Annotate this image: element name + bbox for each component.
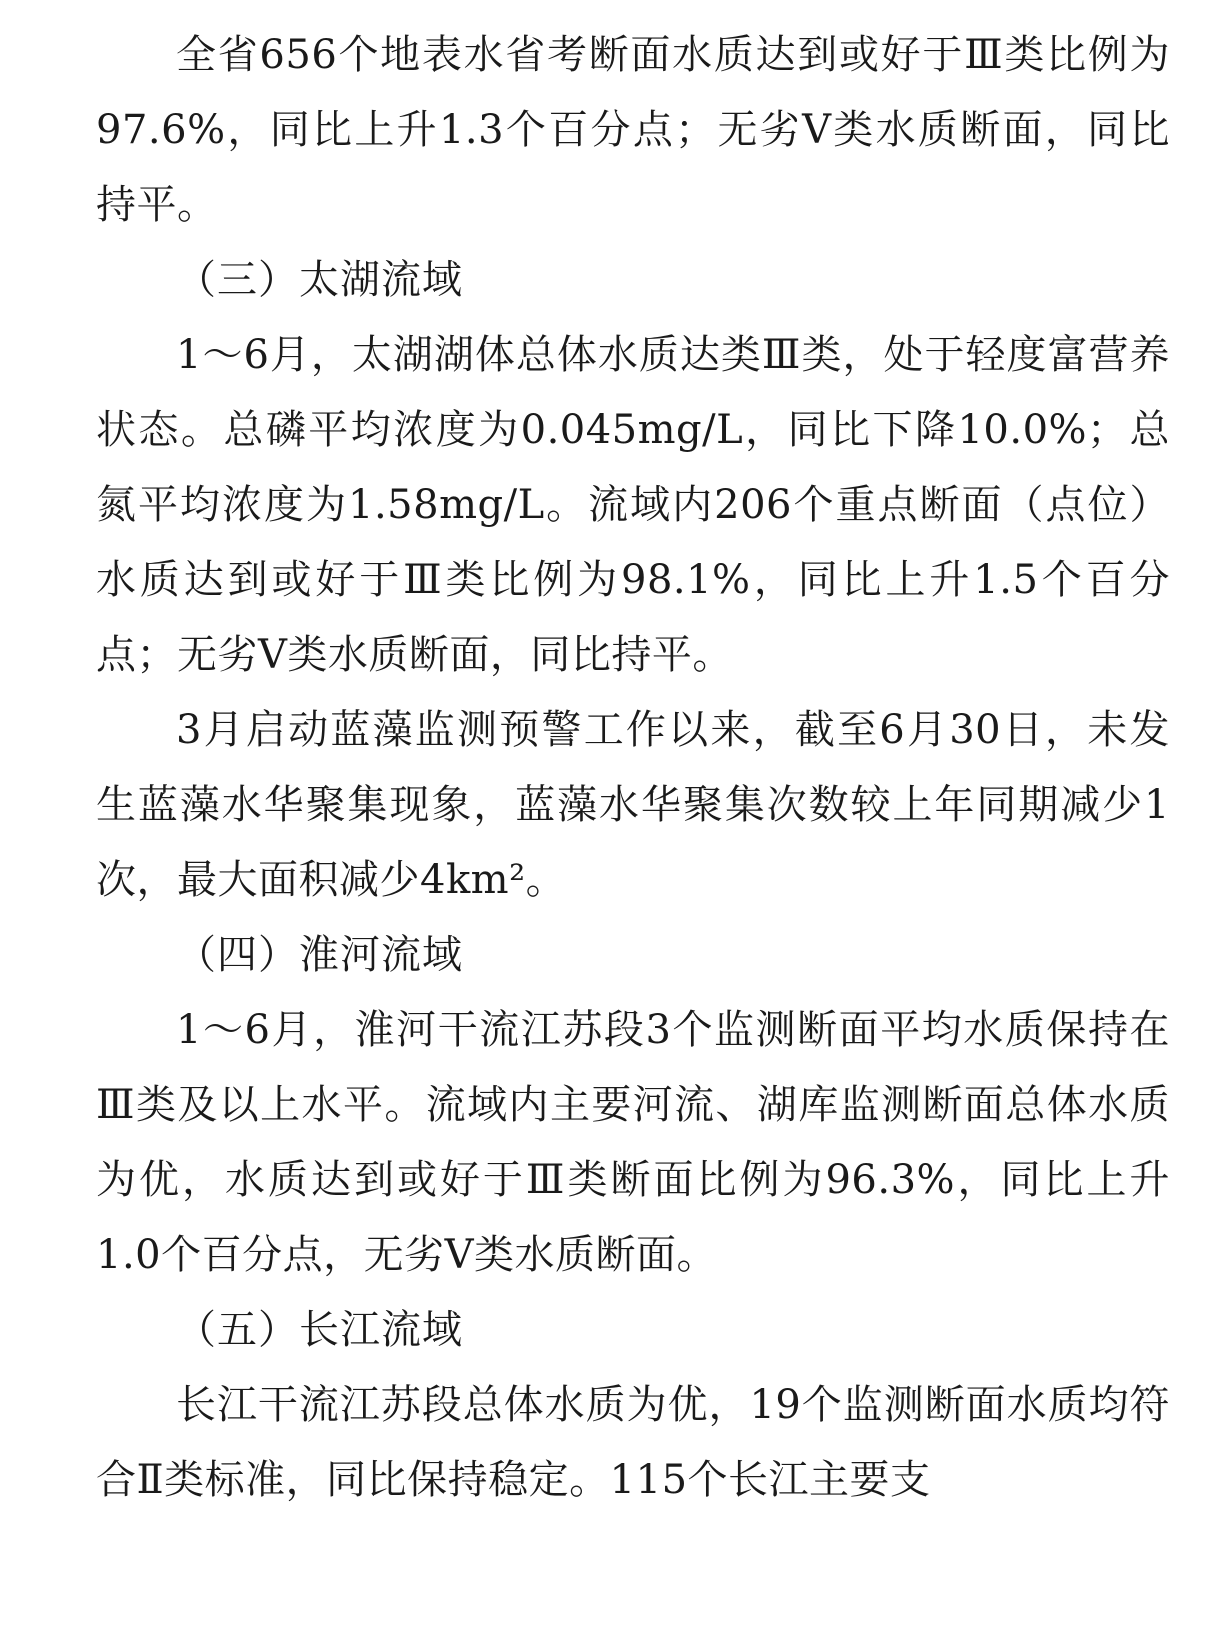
document-page xyxy=(96,18,1170,1518)
paragraph-huaihe-water-quality: 1～6月，淮河干流江苏段3个监测断面平均水质保持在Ⅲ类及以上水平。流域内主要河流、湖库监测断面总体水质为优，水质达到或好于Ⅲ类断面比例为96.3%，同比上升1.0个百分点，无劣Ⅴ类水质断面。 xyxy=(96,1007,1170,1278)
section-heading-yangtze-basin: （五）长江流域 xyxy=(176,1307,463,1353)
section-heading-huaihe-basin: （四）淮河流域 xyxy=(176,932,463,978)
paragraph-provincial-water-quality: 全省656个地表水省考断面水质达到或好于Ⅲ类比例为97.6%，同比上升1.3个百分点；无劣Ⅴ类水质断面，同比持平。 xyxy=(96,32,1170,228)
section-heading-taihu-basin: （三）太湖流域 xyxy=(176,257,463,303)
paragraph-taihu-water-quality: 1～6月，太湖湖体总体水质达类Ⅲ类，处于轻度富营养状态。总磷平均浓度为0.045mg/L，同比下降10.0%；总氮平均浓度为1.58mg/L。流域内206个重点断面（点位）水质达到或好于Ⅲ类比例为98.1%，同比上升1.5个百分点；无劣Ⅴ类水质断面，同比持平。 xyxy=(96,332,1170,678)
paragraph-taihu-algae-monitoring: 3月启动蓝藻监测预警工作以来，截至6月30日，未发生蓝藻水华聚集现象，蓝藻水华聚集次数较上年同期减少1次，最大面积减少4km²。 xyxy=(96,707,1170,903)
paragraph-yangtze-water-quality: 长江干流江苏段总体水质为优，19个监测断面水质均符合Ⅱ类标准，同比保持稳定。115个长江主要支 xyxy=(96,1382,1170,1503)
